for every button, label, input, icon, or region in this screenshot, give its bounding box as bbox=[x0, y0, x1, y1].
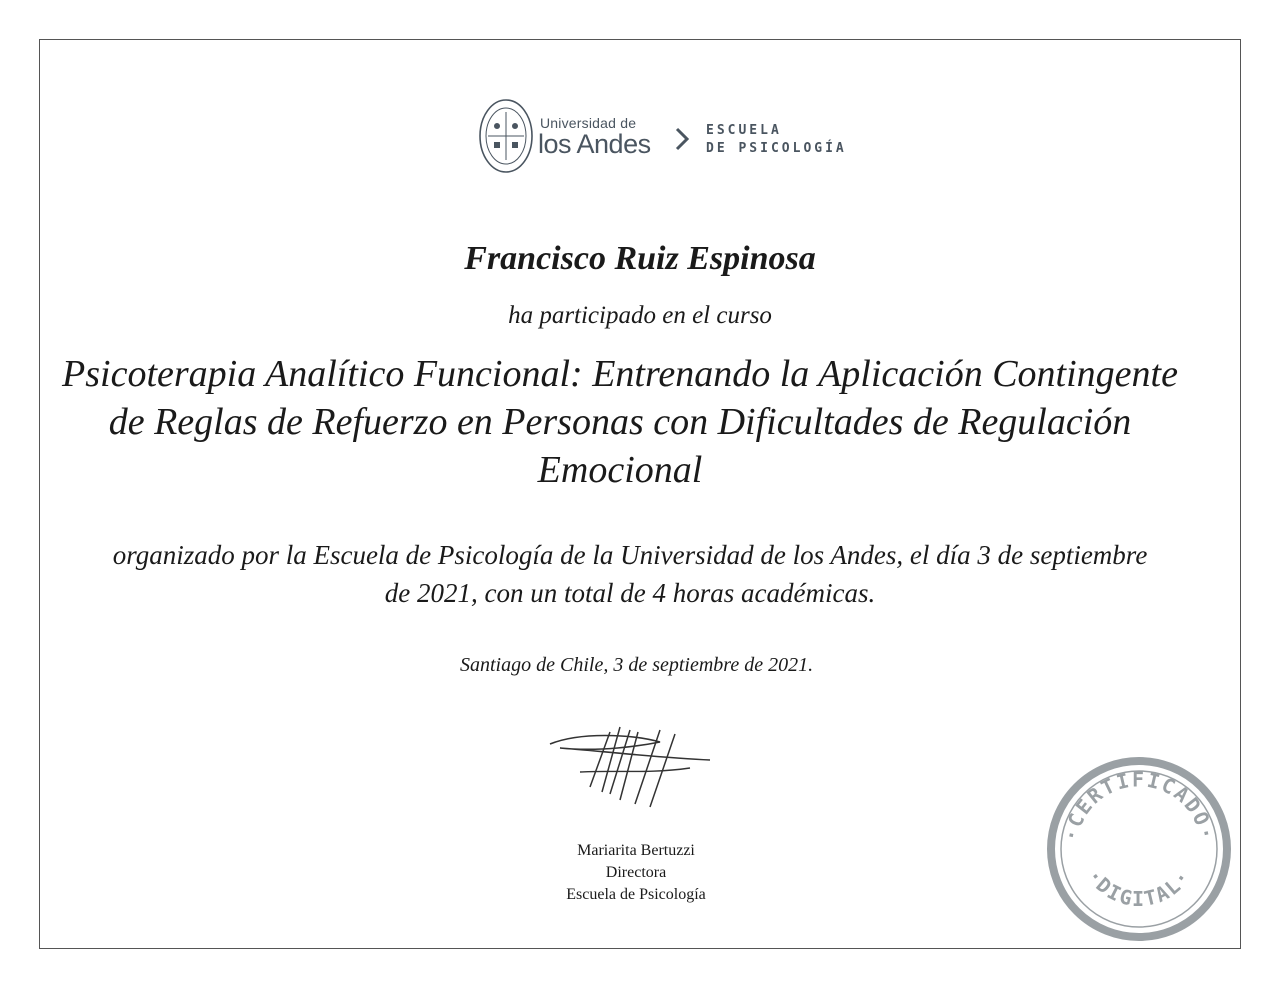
university-seal-icon bbox=[478, 98, 534, 174]
signatory-role: Directora bbox=[605, 864, 667, 881]
certificate-stamp-icon bbox=[1044, 754, 1234, 944]
recipient-name: Francisco Ruiz Espinosa bbox=[464, 240, 816, 277]
signatory-name: Mariarita Bertuzzi bbox=[577, 842, 695, 859]
course-title: Psicoterapia Analítico Funcional: Entrenando la Aplicación Contingente de Reglas de Refuerzo en Personas con Dificultades de Regulación Emocional bbox=[62, 353, 1178, 491]
participated-text: ha participado en el curso bbox=[508, 302, 772, 329]
university-logo bbox=[478, 98, 898, 176]
university-name-small: Universidad de bbox=[540, 115, 637, 131]
signatory-block bbox=[536, 840, 736, 906]
school-name bbox=[706, 122, 847, 158]
stamp-top-text: ·CERTIFICADO· bbox=[1058, 767, 1220, 844]
signatory-unit: Escuela de Psicología bbox=[566, 886, 706, 903]
university-name-big: los Andes bbox=[538, 129, 651, 159]
school-name-line1: ESCUELA bbox=[706, 123, 782, 138]
signature-image bbox=[540, 722, 720, 812]
school-name-line2: DE PSICOLOGÍA bbox=[706, 141, 847, 156]
place-date: Santiago de Chile, 3 de septiembre de 2021. bbox=[460, 654, 814, 676]
chevron-right-icon bbox=[674, 126, 690, 152]
organized-text: organizado por la Escuela de Psicología de la Universidad de los Andes, el día 3 de septiembre de 2021, con un total de 4 horas académicas. bbox=[112, 540, 1148, 608]
svg-text:·DIGITAL· bbox=[1082, 864, 1195, 910]
stamp-bottom-text: ·DIGITAL· bbox=[1082, 864, 1196, 911]
